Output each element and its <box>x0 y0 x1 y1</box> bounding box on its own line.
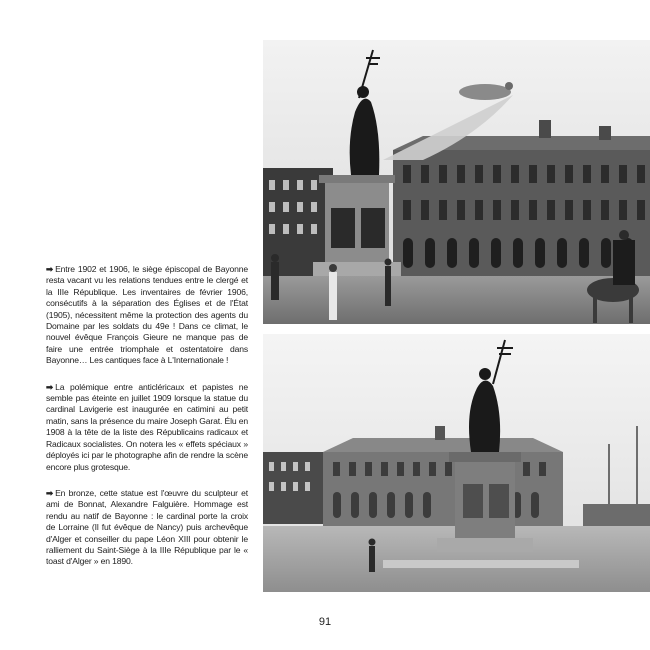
paragraph-2 <box>46 382 248 473</box>
arrow-icon: ➡ <box>46 487 54 498</box>
paragraph-3 <box>46 488 248 568</box>
photo-1-image <box>263 40 650 324</box>
page-number: 91 <box>318 616 332 628</box>
photo-statue-square <box>263 334 650 592</box>
paragraph-2-text: La polémique entre anticléricaux et papistes ne semble pas éteinte en juillet 1909 lorsque la statue du cardinal Lavigerie est inaugurée en catimini au petit matin, sans la présence du maire Joseph Garat. Élu en 1908 à la tête de la liste des Républicains radicaux et Radicaux socialistes. On notera les « effets spéciaux » déployés ici par le photographe afin de rendre la scène encore plus grotesque. <box>46 381 248 472</box>
photo-statue-inauguration <box>263 40 650 324</box>
paragraph-3-text: En bronze, cette statue est l'œuvre du sculpteur et ami de Bonnat, Alexandre Falguière. Hommage est rendu au natif de Bayonne : le cardinal porte la croix de Lorraine (Il fut évêque de Nancy) puis archevêque d'Alger et conseiller du pape Léon XIII pour obtenir le ralliement du Saint-Siège à la IIIe République par le « toast d'Alger » en 1890. <box>46 487 248 567</box>
paragraph-1 <box>46 264 248 367</box>
photo-2-image <box>263 334 650 592</box>
text-column <box>46 264 248 583</box>
paragraph-1-text: Entre 1902 et 1906, le siège épiscopal de Bayonne resta vacant vu les relations tendues entre le clergé et la IIIe République. Les inventaires de février 1906, consécutifs à la séparation des Églises et de l'État (1905), nécessitent même la protection des agents du Domaine par les soldats du 49e ! Dans ce climat, le nouvel évêque François Gieure ne manque pas de faire une entrée triomphale et ostentatoire dans Bayonne… Les cantiques face à L'Internationale ! <box>46 264 248 366</box>
arrow-icon: ➡ <box>46 264 54 274</box>
arrow-icon: ➡ <box>46 381 54 392</box>
